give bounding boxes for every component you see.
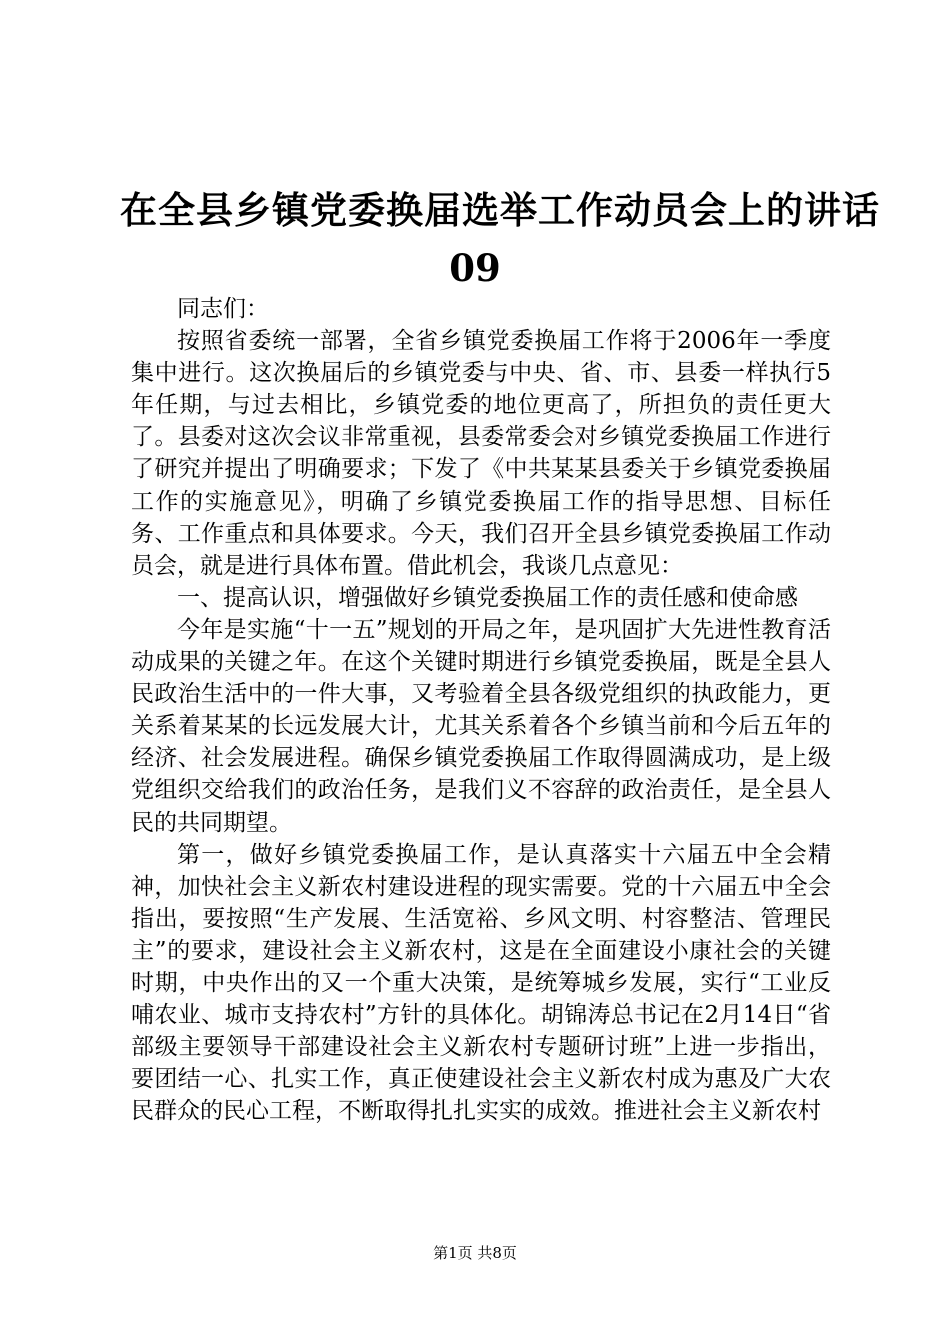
document-body — [131, 293, 831, 1127]
page-number: 第1页 共8页 — [433, 1244, 517, 1262]
salutation: 同志们： — [177, 296, 269, 322]
section-heading: 一、提高认识，增强做好乡镇党委换届工作的责任感和使命感 — [177, 584, 798, 611]
paragraph: 按照省委统一部署，全省乡镇党委换届工作将于2006年一季度集中进行。这次换届后的乡镇党委与中央、省、市、县委一样执行5年任期，与过去相比，乡镇党委的地位更高了，所担负的责任更大了。县委对这次会议非常重视，县委常委会对乡镇党委换届工作进行了研究并提出了明确要求；下发了《中共某某县委关于乡镇党委换届工作的实施意见》，明确了乡镇党委换届工作的指导思想、目标任务、工作重点和具体要求。今天，我们召开全县乡镇党委换届工作动员会，就是进行具体布置。借此机会，我谈几点意见： — [131, 328, 831, 579]
paragraph: 第一，做好乡镇党委换届工作，是认真落实十六届五中全会精神，加快社会主义新农村建设进程的现实需要。党的十六届五中全会指出，要按照“生产发展、生活宽裕、乡风文明、村容整洁、管理民主”的要求，建设社会主义新农村，这是在全面建设小康社会的关键时期，中央作出的又一个重大决策，是统筹城乡发展，实行“工业反哺农业、城市支持农村”方针的具体化。胡锦涛总书记在2月14日“省部级主要领导干部建设社会主义新农村专题研讨班”上进一步指出，要团结一心、扎实工作，真正使建设社会主义新农村成为惠及广大农民群众的民心工程，不断取得扎扎实实的成效。推进社会主义新农村 — [131, 841, 831, 1125]
paragraph: 今年是实施“十一五”规划的开局之年，是巩固扩大先进性教育活动成果的关键之年。在这个关键时期进行乡镇党委换届，既是全县人民政治生活中的一件大事，又考验着全县各级党组织的执政能力，更关系着某某的长远发展大计，尤其关系着各个乡镇当前和今后五年的经济、社会发展进程。确保乡镇党委换届工作取得圆满成功，是上级党组织交给我们的政治任务，是我们义不容辞的政治责任，是全县人民的共同期望。 — [131, 616, 831, 836]
document-title: 在全县乡镇党委换届选举工作动员会上的讲话 — [120, 188, 880, 232]
document-title-suffix: 09 — [449, 246, 501, 290]
